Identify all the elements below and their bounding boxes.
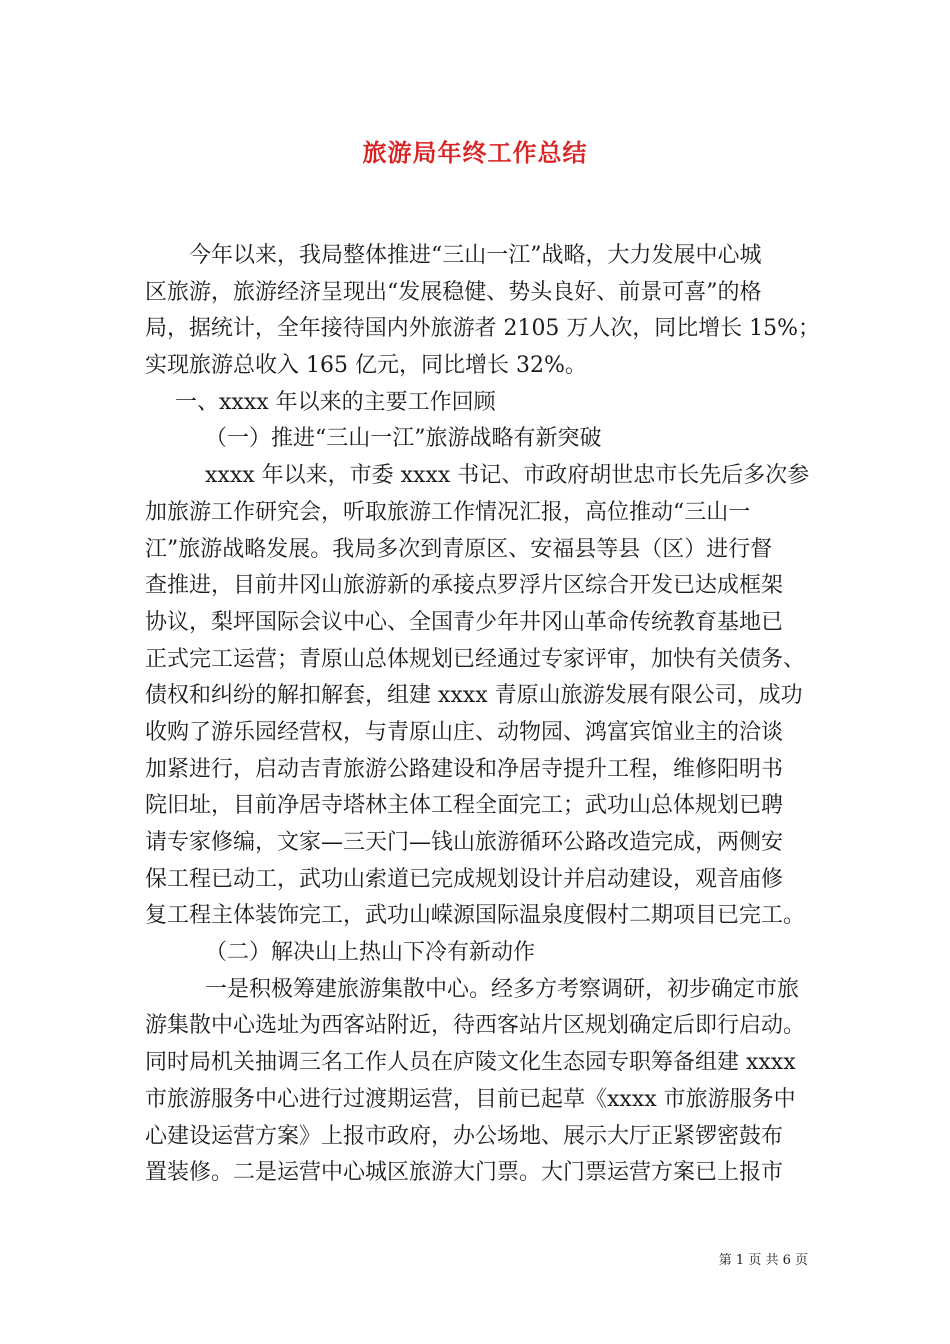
text-line: 院旧址，目前净居寺塔林主体工程全面完工；武功山总体规划已聘 [145, 793, 784, 819]
text-line: 查推进，目前井冈山旅游新的承接点罗浮片区综合开发已达成框架 [145, 573, 784, 599]
text-line: 债权和纠纷的解扣解套，组建 xxxx 青原山旅游发展有限公司，成功 [145, 683, 803, 709]
text-line: 局，据统计，全年接待国内外旅游者 2105 万人次，同比增长 15%； [145, 316, 820, 342]
text-line: 置装修。二是运营中心城区旅游大门票。大门票运营方案已上报市 [145, 1160, 784, 1186]
text-line: 市旅游服务中心进行过渡期运营，目前已起草《xxxx 市旅游服务中 [145, 1086, 796, 1112]
document-body [145, 238, 820, 1192]
document-title: 旅游局年终工作总结 [362, 138, 588, 167]
text-line: （一）推进“三山一江”旅游战略有新突破 [205, 426, 602, 452]
text-line: 同时局机关抽调三名工作人员在庐陵文化生态园专职筹备组建 xxxx [145, 1050, 796, 1076]
text-line: xxxx 年以来，市委 xxxx 书记、市政府胡世忠市长先后多次参 [205, 463, 810, 489]
text-line: 加紧进行，启动吉青旅游公路建设和净居寺提升工程，维修阳明书 [145, 756, 784, 782]
text-line: 一、xxxx 年以来的主要工作回顾 [175, 389, 496, 415]
page-number-label: 第 1 页 共 6 页 [718, 1253, 808, 1268]
text-line: 请专家修编，文家—三天门—钱山旅游循环公路改造完成，两侧安 [145, 830, 784, 855]
text-line: 收购了游乐园经营权，与青原山庄、动物园、鸿富宾馆业主的洽谈 [145, 719, 784, 745]
text-line: 协议，梨坪国际会议中心、全国青少年井冈山革命传统教育基地已 [145, 609, 784, 635]
text-line: 正式完工运营；青原山总体规划已经通过专家评审，加快有关债务、 [145, 646, 806, 672]
page-footer [719, 1249, 808, 1268]
text-line: 心建设运营方案》上报市政府，办公场地、展示大厅正紧锣密鼓布 [145, 1123, 784, 1149]
text-line: 区旅游，旅游经济呈现出“发展稳健、势头良好、前景可喜”的格 [145, 279, 762, 305]
text-line: 今年以来，我局整体推进“三山一江”战略，大力发展中心城 [189, 243, 762, 268]
text-line: 江”旅游战略发展。我局多次到青原区、安福县等县（区）进行督 [145, 536, 773, 562]
text-line: 加旅游工作研究会，听取旅游工作情况汇报，高位推动“三山一 [145, 499, 751, 525]
text-line: （二）解决山上热山下冷有新动作 [205, 940, 536, 966]
text-line: 保工程已动工，武功山索道已完成规划设计并启动建设，观音庙修 [145, 866, 784, 892]
text-line: 一是积极筹建旅游集散中心。经多方考察调研，初步确定市旅 [205, 976, 800, 1002]
text-line: 实现旅游总收入 165 亿元，同比增长 32%。 [145, 353, 587, 379]
text-line: 复工程主体装饰完工，武功山嵘源国际温泉度假村二期项目已完工。 [145, 903, 806, 929]
text-line: 游集散中心选址为西客站附近，待西客站片区规划确定后即行启动。 [145, 1013, 806, 1039]
